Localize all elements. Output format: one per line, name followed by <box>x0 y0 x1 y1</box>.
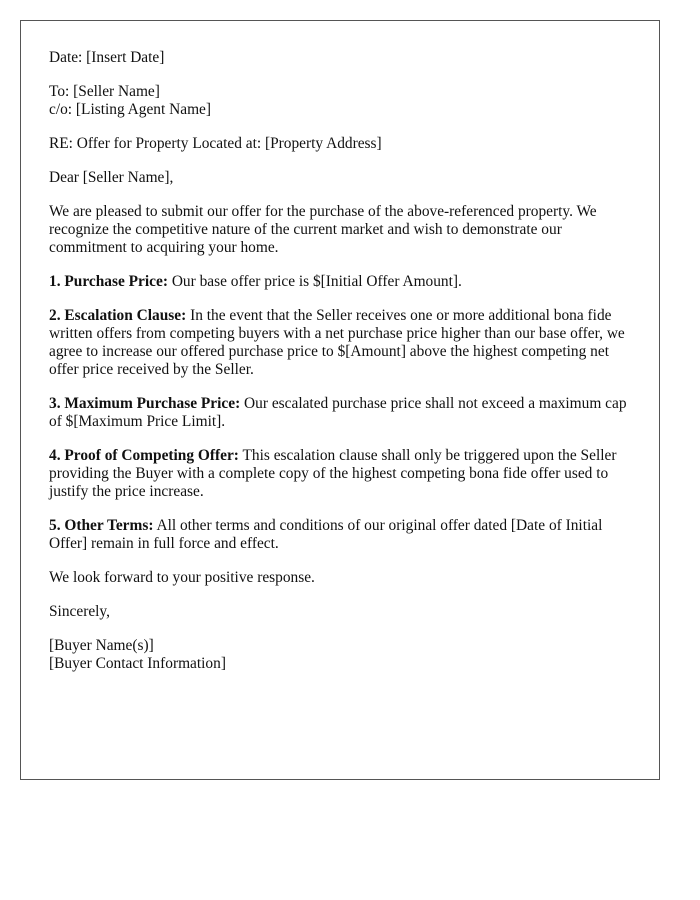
term-heading: 3. Maximum Purchase Price: <box>49 395 241 412</box>
term-heading: 1. Purchase Price: <box>49 273 168 290</box>
letter-page <box>20 20 660 780</box>
salutation: Dear [Seller Name], <box>49 169 174 186</box>
term-maximum-purchase-price <box>49 395 633 431</box>
buyer-contact: [Buyer Contact Information] <box>49 655 226 672</box>
letter-body <box>49 49 633 689</box>
signature-block <box>49 637 633 673</box>
term-purchase-price <box>49 273 633 291</box>
term-text: This escalation clause shall only be triggered upon the Seller providing the Buyer with a complete copy of the highest competing bona fide offer used to justify the price increase. <box>49 447 617 500</box>
buyer-name: [Buyer Name(s)] <box>49 637 154 654</box>
sign-off: Sincerely, <box>49 603 110 620</box>
recipient-co-line: c/o: [Listing Agent Name] <box>49 101 211 118</box>
term-heading: 4. Proof of Competing Offer: <box>49 447 239 464</box>
term-text: Our escalated purchase price shall not exceed a maximum cap of $[Maximum Price Limit]. <box>49 395 627 430</box>
recipient-to-line: To: [Seller Name] <box>49 83 160 100</box>
date-line: Date: [Insert Date] <box>49 49 165 66</box>
term-escalation-clause <box>49 307 633 379</box>
term-proof-of-competing-offer <box>49 447 633 501</box>
term-text: All other terms and conditions of our original offer dated [Date of Initial Offer] remain in full force and effect. <box>49 517 603 552</box>
term-text: In the event that the Seller receives one or more additional bona fide written offers from competing buyers with a net purchase price higher than our base offer, we agree to increase our offered purchase price to $[Amount] above the highest competing net offer price received by the Seller. <box>49 307 625 378</box>
term-heading: 2. Escalation Clause: <box>49 307 187 324</box>
recipient-block <box>49 83 633 119</box>
term-text: Our base offer price is $[Initial Offer Amount]. <box>167 273 462 290</box>
term-other-terms <box>49 517 633 553</box>
term-heading: 5. Other Terms: <box>49 517 154 534</box>
subject-line: RE: Offer for Property Located at: [Property Address] <box>49 135 382 152</box>
intro-paragraph: We are pleased to submit our offer for the purchase of the above-referenced property. We recognize the competitive nature of the current market and wish to demonstrate our commitment to acquiring your home. <box>49 203 597 256</box>
closing-sentence: We look forward to your positive response. <box>49 569 315 586</box>
